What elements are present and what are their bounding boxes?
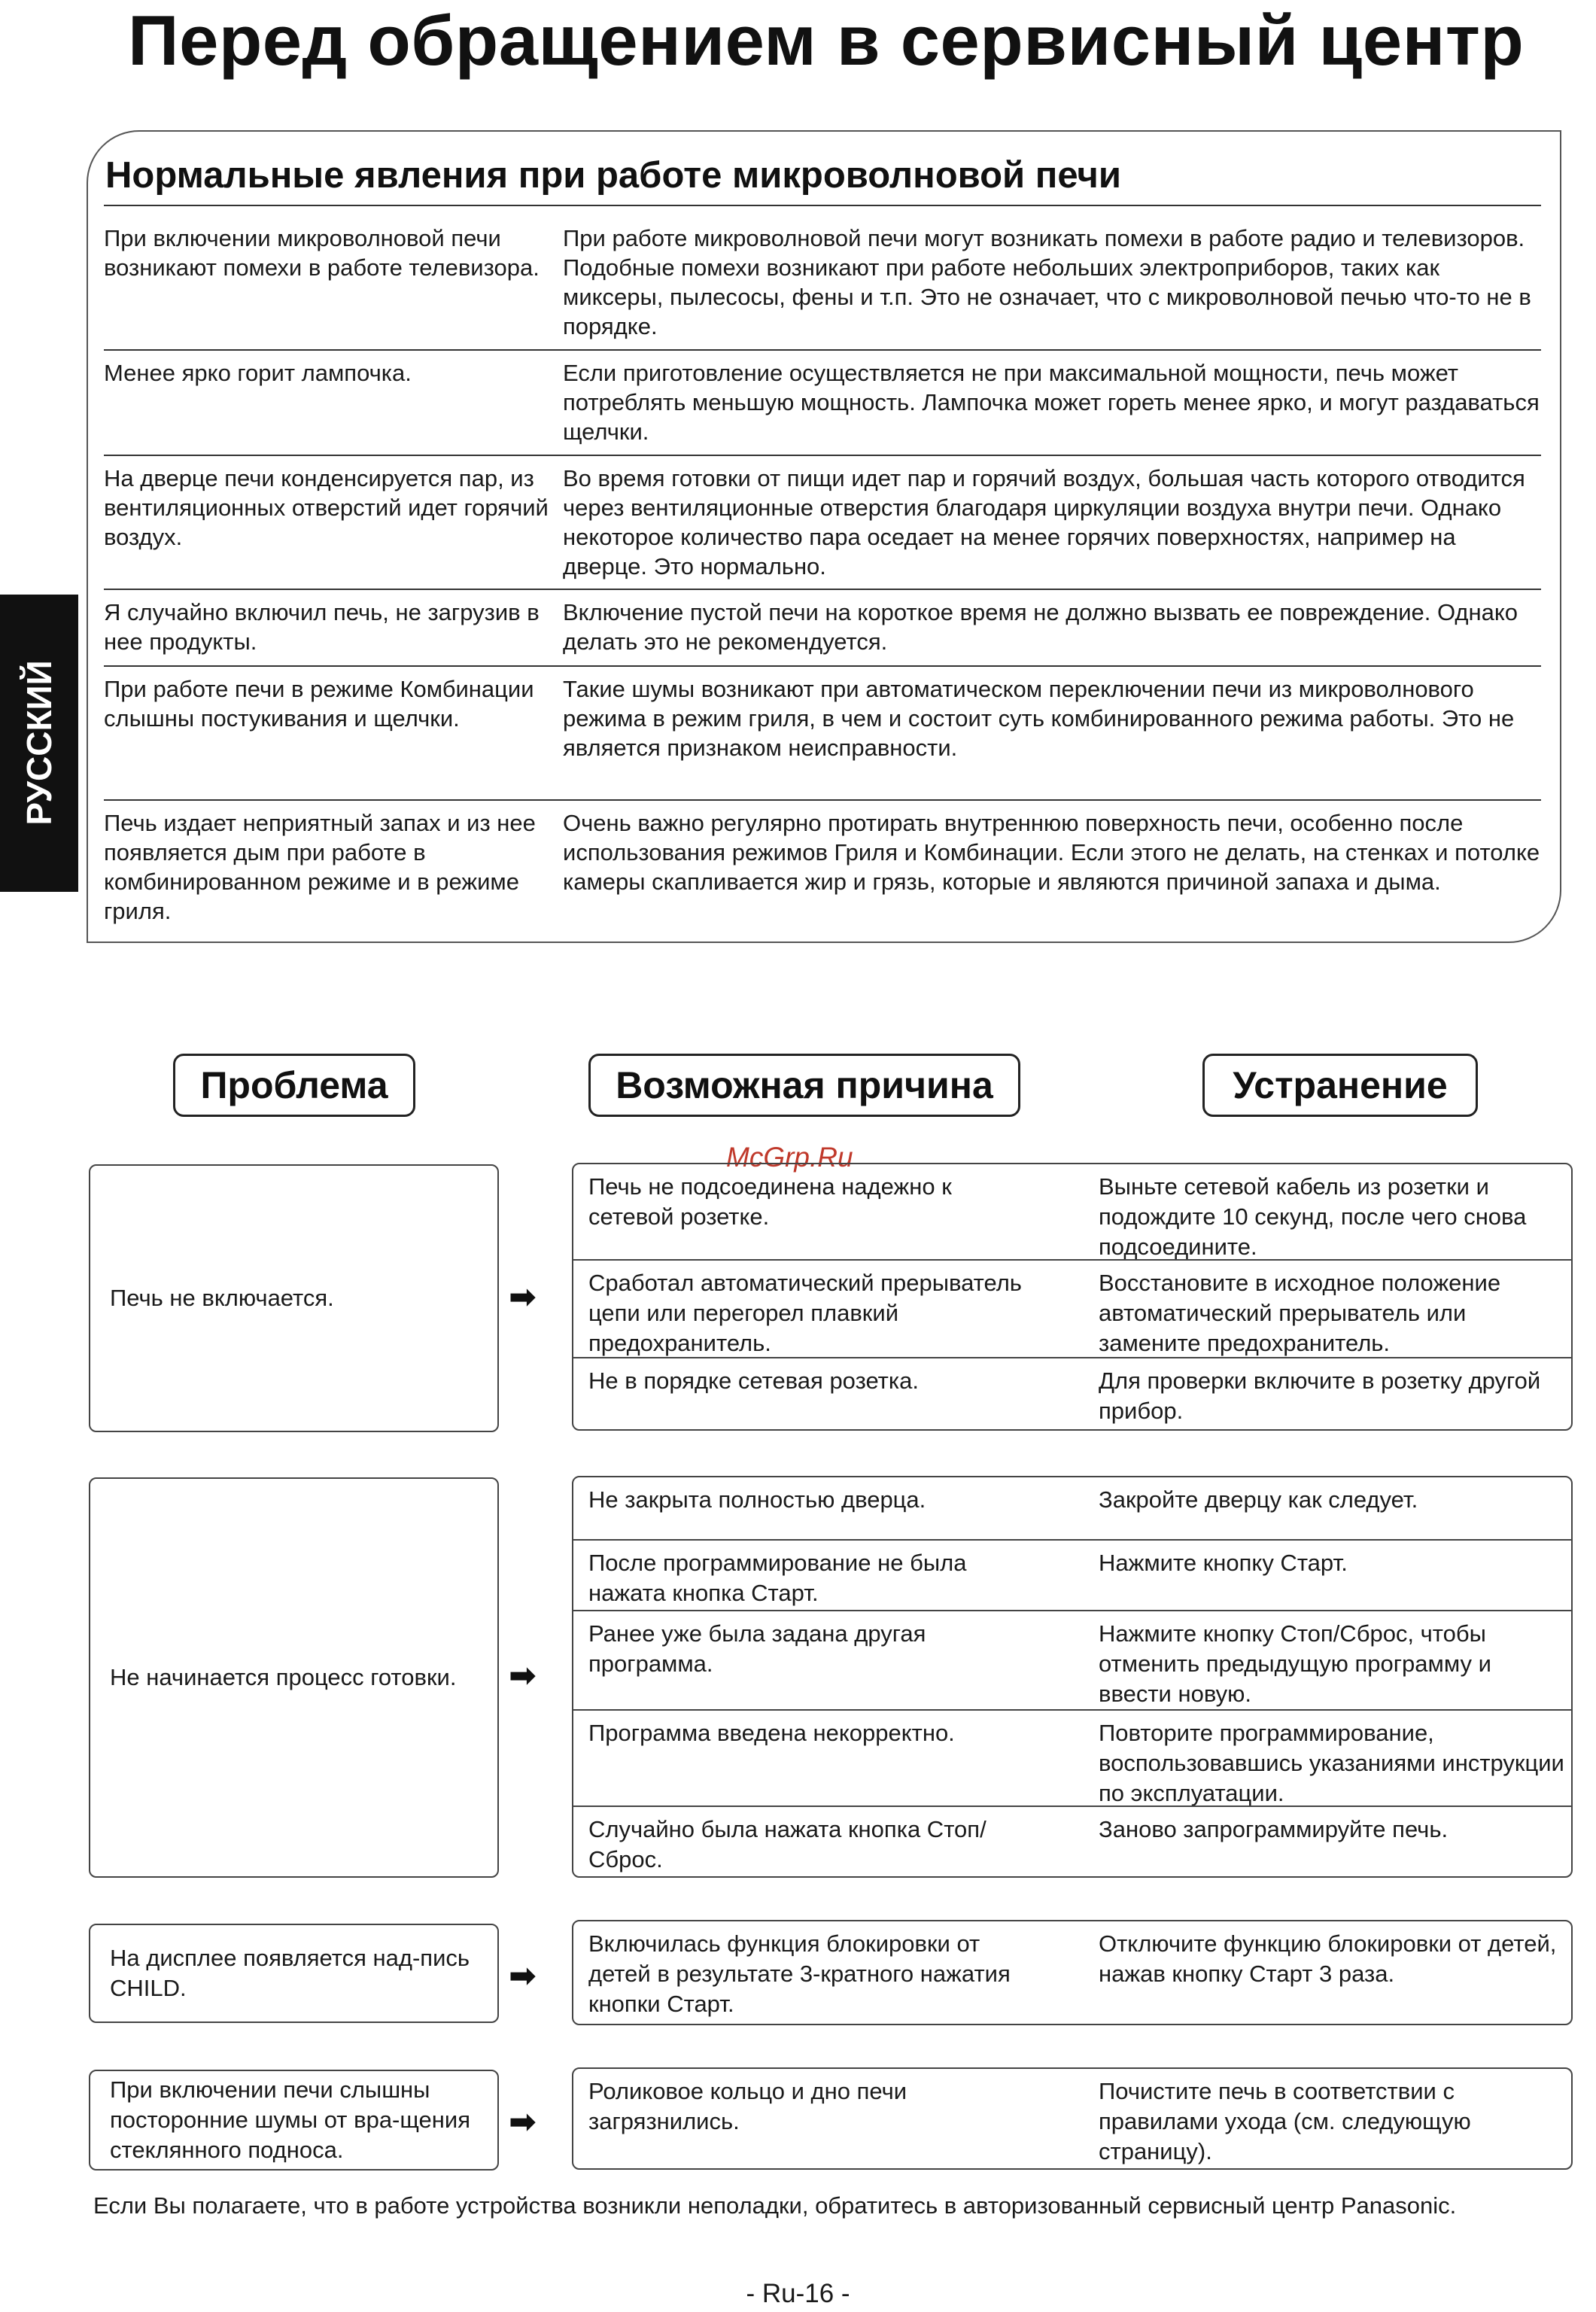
row-rule [104, 665, 1541, 667]
row-rule [104, 349, 1541, 351]
problem-column-header: Проблема [173, 1054, 415, 1117]
cause-rule [573, 1357, 1571, 1358]
explanation-text: При работе микроволновой печи могут возникать помехи в работе радио и телевизоров. Подобные помехи возникают при работе небольших электроприборов, таких как миксеры, пылесосы, фены и т.п. Это не означает, что с микроволновой печью что-то не в порядке. [563, 225, 1531, 339]
row-rule [104, 455, 1541, 456]
problem-box [89, 1924, 499, 2023]
cause-text: Не в порядке сетевая розетка. [588, 1367, 919, 1394]
cause-text: После программирование не была нажата кнопка Старт. [588, 1550, 967, 1606]
cause-box [572, 1476, 1573, 1878]
cause-box [572, 1920, 1573, 2025]
remedy-text: Нажмите кнопку Стоп/Сброс, чтобы отменить предыдущую программу и ввести новую. [1099, 1620, 1491, 1707]
problem-text: При включении печи слышны посторонние шумы от вра-щения стеклянного подноса. [110, 2076, 471, 2163]
remedy-text: Восстановите в исходное положение автоматический прерыватель или замените предохранитель. [1099, 1270, 1501, 1356]
phenomenon-text: Я случайно включил печь, не загрузив в нее продукты. [104, 599, 540, 655]
watermark: McGrp.Ru [726, 1142, 853, 1173]
remedy-column-header: Устранение [1202, 1054, 1478, 1117]
cause-text: Программа введена некорректно. [588, 1720, 955, 1746]
page-title: Перед обращением в сервисный центр [128, 1, 1525, 80]
remedy-text: Нажмите кнопку Старт. [1099, 1550, 1348, 1576]
language-side-tab [0, 595, 78, 892]
cause-rule [573, 1805, 1571, 1807]
language-side-tab-label: РУССКИЙ [20, 660, 59, 826]
explanation-text: Очень важно регулярно протирать внутреннюю поверхность печи, особенно после использования режимов Гриля и Комбинации. Если этого не делать, на стенках и потолке камеры скапливается жир и грязь, которые и являются причиной запаха и дыма. [563, 810, 1540, 895]
problem-box [89, 1164, 499, 1432]
arrow-right-icon: ➡ [509, 1279, 537, 1316]
cause-text: Случайно была нажата кнопка Стоп/Сброс. [588, 1816, 986, 1872]
problem-box [89, 1477, 499, 1878]
row-rule [104, 799, 1541, 801]
heading-rule [104, 205, 1541, 206]
normal-phenomena-heading: Нормальные явления при работе микроволновой печи [105, 155, 1121, 196]
phenomenon-text: На дверце печи конденсируется пар, из вентиляционных отверстий идет горячий воздух. [104, 465, 549, 550]
cause-text: Сработал автоматический прерыватель цепи или перегорел плавкий предохранитель. [588, 1270, 1022, 1356]
remedy-text: Заново запрограммируйте печь. [1099, 1816, 1449, 1842]
phenomenon-text: При включении микроволновой печи возникают помехи в работе телевизора. [104, 225, 540, 281]
footer-note: Если Вы полагаете, что в работе устройства возникли неполадки, обратитесь в авторизованный сервисный центр Panasonic. [93, 2192, 1457, 2219]
phenomenon-text: Печь издает неприятный запах и из нее появляется дым при работе в комбинированном режиме и в режиме гриля. [104, 810, 536, 924]
cause-rule [573, 1709, 1571, 1711]
cause-text: Роликовое кольцо и дно печи загрязнились. [588, 2078, 907, 2134]
remedy-text: Повторите программирование, воспользовавшись указаниями инструкции по эксплуатации. [1099, 1720, 1564, 1806]
cause-box [572, 2067, 1573, 2170]
phenomenon-text: Менее ярко горит лампочка. [104, 360, 412, 386]
cause-box [572, 1163, 1573, 1431]
explanation-text: Включение пустой печи на короткое время не должно вызвать ее повреждение. Однако делать это не рекомендуется. [563, 599, 1518, 655]
cause-rule [573, 1610, 1571, 1611]
cause-text: Не закрыта полностью дверца. [588, 1486, 926, 1513]
problem-text: На дисплее появляется над-пись CHILD. [110, 1945, 470, 2001]
cause-rule [573, 1259, 1571, 1261]
page-number: - Ru-16 - [746, 2279, 850, 2308]
remedy-text: Выньте сетевой кабель из розетки и подождите 10 секунд, после чего снова подсоедините. [1099, 1173, 1527, 1260]
cause-text: Ранее уже была задана другая программа. [588, 1620, 926, 1677]
explanation-text: Если приготовление осуществляется не при максимальной мощности, печь может потреблять меньшую мощность. Лампочка может гореть менее ярко, и могут раздаваться щелчки. [563, 360, 1540, 445]
remedy-text: Отключите функцию блокировки от детей, нажав кнопку Старт 3 раза. [1099, 1930, 1557, 1987]
problem-text: Не начинается процесс готовки. [110, 1664, 457, 1690]
explanation-text: Такие шумы возникают при автоматическом переключении печи из микроволнового режима в режим гриля, в чем и состоит суть комбинированного режима работы. Это не является признаком неисправности. [563, 676, 1515, 761]
row-rule [104, 589, 1541, 590]
problem-text: Печь не включается. [110, 1285, 334, 1311]
remedy-text: Почистите печь в соответствии с правилами ухода (см. следующую страницу). [1099, 2078, 1471, 2164]
problem-box [89, 2070, 499, 2171]
arrow-right-icon: ➡ [509, 1958, 537, 1994]
explanation-text: Во время готовки от пищи идет пар и горячий воздух, большая часть которого отводится через вентиляционные отверстия благодаря циркуляции воздуха внутри печи. Однако некоторое количество пара оседает на менее горячих поверхностях, например на дверце. Это нормально. [563, 465, 1525, 580]
arrow-right-icon: ➡ [509, 1657, 537, 1694]
cause-rule [573, 1539, 1571, 1541]
remedy-text: Для проверки включите в розетку другой прибор. [1099, 1367, 1541, 1424]
remedy-text: Закройте дверцу как следует. [1099, 1486, 1418, 1513]
cause-text: Печь не подсоединена надежно к сетевой розетке. [588, 1173, 952, 1230]
phenomenon-text: При работе печи в режиме Комбинации слышны постукивания и щелчки. [104, 676, 534, 732]
cause-text: Включилась функция блокировки от детей в результате 3-кратного нажатия кнопки Старт. [588, 1930, 1011, 2017]
cause-column-header: Возможная причина [588, 1054, 1020, 1117]
arrow-right-icon: ➡ [509, 2104, 537, 2140]
